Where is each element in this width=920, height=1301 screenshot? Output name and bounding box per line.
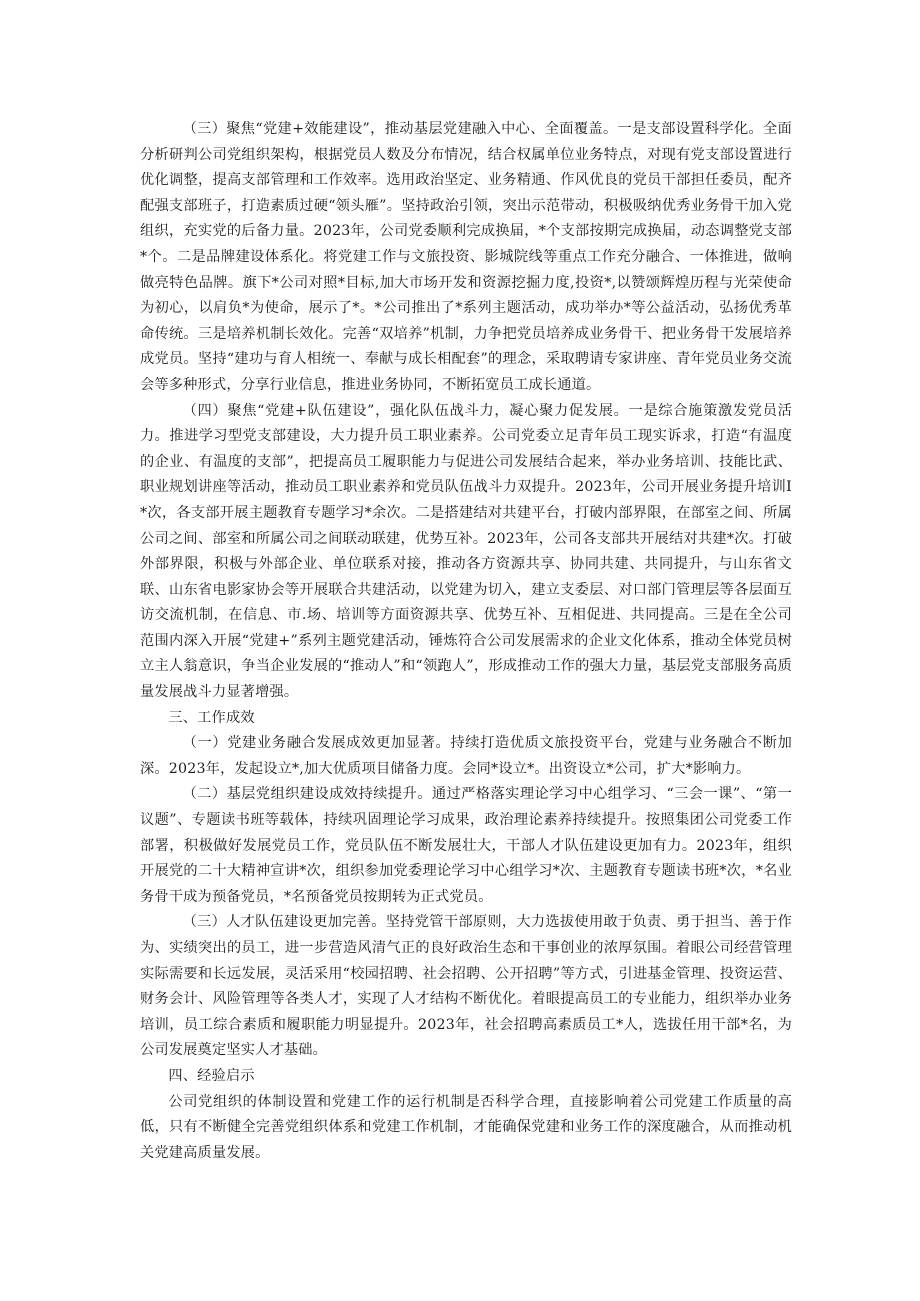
- paragraph-team-building: （四）聚焦“党建+队伍建设”，强化队伍战斗力，凝心聚力促发展。一是综合施策激发党员活力。推进学习型党支部建设，大力提升员工职业素养。公司党委立足青年员工现实诉求，打造“有温度的企业、有温度的支部”，把提高员工履职能力与促进公司发展结合起来，举办业务培训、技能比武、职业规划讲座等活动，推动员工职业素养和党员队伍战斗力双提升。2023年，公司开展业务提升培训I*次，各支部开展主题教育专题学习*余次。二是搭建结对共建平台，打破内部界限，在部室之间、所属公司之间、部室和所属公司之间联动联建，优势互补。2023年，公司各支部共开展结对共建*次。打破外部界限，积极与外部企业、单位联系对接，推动各方资源共享、协同共建、共同提升，与山东省文联、山东省电影家协会等开展联合共建活动，以党建为切入，建立支委层、对口部门管理层等各层面互访交流机制，在信息、市.场、培训等方面资源共享、优势互补、互相促进、共同提高。三是在全公司范围内深入开展“党建+”系列主题党建活动，锤炼符合公司发展需求的企业文化体系，推动全体党员树立主人翁意识，争当企业发展的“推动人”和“领跑人”，形成推动工作的强大力量，基层党支部服务高质量发展战斗力显著增强。: [140, 402, 792, 701]
- paragraph-lessons: 公司党组织的体制设置和党建工作的运行机制是否科学合理，直接影响着公司党建工作质量的高低，只有不断健全完善党组织体系和党建工作机制，才能确保党建和业务工作的深度融合，从而推动机关党建高质量发展。: [140, 1093, 792, 1161]
- document-body: [140, 117, 792, 1166]
- paragraph-efficiency-building: （三）聚焦“党建+效能建设”，推动基层党建融入中心、全面覆盖。一是支部设置科学化。全面分析研判公司党组织架构，根据党员人数及分布情况，结合权属单位业务特点，对现有党支部设置进行优化调整，提高支部管理和工作效率。选用政治坚定、业务精通、作风优良的党员干部担任委员，配齐配强支部班子，打造素质过硬“领头雁”。坚持政治引领，突出示范带动，积极吸纳优秀业务骨干加入党组织，充实党的后备力量。2023年，公司党委顺利完成换届，*个支部按期完成换届，动态调整党支部*个。二是品牌建设体系化。将党建工作与文旅投资、影城院线等重点工作充分融合、一体推进，做响做亮特色品牌。旗下*公司对照*目标,加大市场开发和资源挖掘力度,投资*,以赞颂辉煌历程与光荣使命为初心，以肩负*为使命，展示了*。*公司推出了*系列主题活动，成功举办*等公益活动，弘扬优秀革命传统。三是培养机制长效化。完善“双培养”机制，力争把党员培养成业务骨干、把业务骨干发展培养成党员。坚持“建功与育人相统一、奉献与成长相配套”的理念，采取聘请专家讲座、青年党员业务交流会等多种形式，分享行业信息，推进业务协同，不断拓宽员工成长通道。: [140, 121, 792, 393]
- paragraph-organization-results: （二）基层党组织建设成效持续提升。通过严格落实理论学习中心组学习、“三会一课”、“第一议题”、专题读书班等载体，持续巩固理论学习成果，政治理论素养持续提升。按照集团公司党委工作部署，积极做好发展党员工作，党员队伍不断发展壮大，干部人才队伍建设更加有力。2023年，组织开展党的二十大精神宣讲*次，组织参加党委理论学习中心组学习*次、主题教育专题读书班*次，*名业务骨干成为预备党员，*名预备党员按期转为正式党员。: [140, 786, 792, 905]
- section-heading-lessons: 四、经验启示: [168, 1067, 255, 1084]
- paragraph-integration-results: （一）党建业务融合发展成效更加显著。持续打造优质文旅投资平台，党建与业务融合不断加深。2023年，发起设立*,加大优质项目储备力度。会同*设立*。出资设立*公司，扩大*影响力。: [140, 735, 792, 777]
- paragraph-talent-results: （三）人才队伍建设更加完善。坚持党管干部原则，大力选拔使用敢于负责、勇于担当、善于作为、实绩突出的员工，进一步营造风清气正的良好政治生态和干事创业的浓厚氛围。着眼公司经营管理实际需要和长远发展，灵活采用“校园招聘、社会招聘、公开招聘”等方式，引进基金管理、投资运营、财务会计、风险管理等各类人才，实现了人才结构不断优化。着眼提高员工的专业能力，组织举办业务培训，员工综合素质和履职能力明显提升。2023年，社会招聘高素质员工*人，选拔任用干部*名，为公司发展奠定坚实人才基础。: [140, 914, 792, 1059]
- section-heading-results: 三、工作成效: [168, 709, 255, 726]
